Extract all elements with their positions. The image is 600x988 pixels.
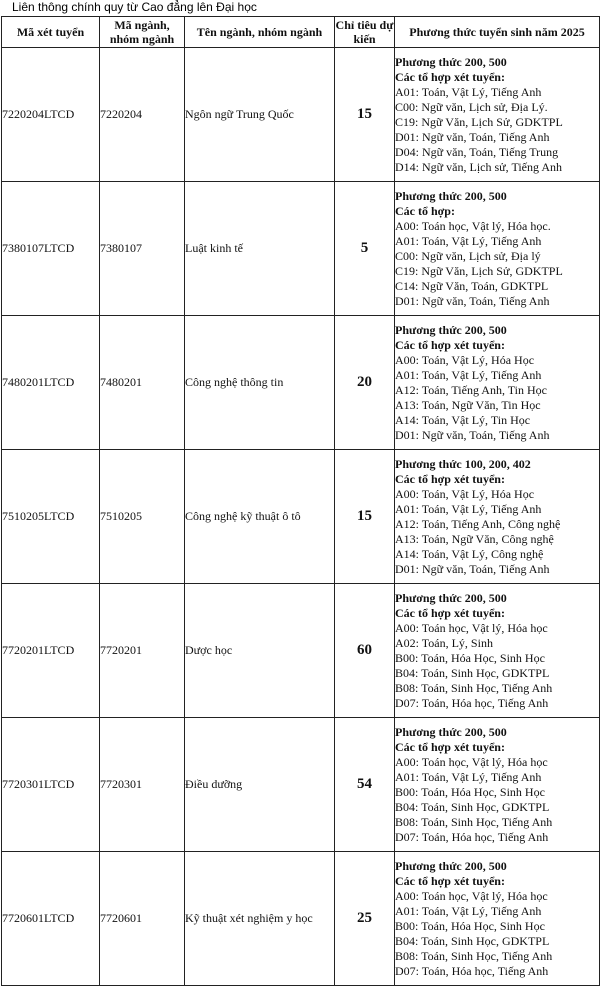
groups-label: Các tổ hợp: <box>395 203 455 218</box>
quota-cell: 25 <box>335 852 395 986</box>
quota-cell: 15 <box>335 48 395 182</box>
method-title: Phương thức 200, 500 <box>395 322 507 337</box>
subject-combination: A00: Toán học, Vật lý, Hóa học <box>395 888 548 903</box>
method-title: Phương thức 100, 200, 402 <box>395 456 531 471</box>
header-admission-code: Mã xét tuyển <box>2 17 100 48</box>
subject-combination: D01: Ngữ văn, Toán, Tiếng Anh <box>395 427 550 442</box>
subject-combination: D14: Ngữ văn, Lịch sử, Tiếng Anh <box>395 159 563 174</box>
method-title: Phương thức 200, 500 <box>395 188 507 203</box>
table-header-row <box>2 17 600 48</box>
subject-combination: B00: Toán, Hóa Học, Sinh Học <box>395 784 545 799</box>
subject-combination: A01: Toán, Vật Lý, Tiếng Anh <box>395 84 542 99</box>
method-title: Phương thức 200, 500 <box>395 858 507 873</box>
subject-combination: C19: Ngữ Văn, Lịch Sử, GDKTPL <box>395 263 563 278</box>
major-name-cell: Kỹ thuật xét nghiệm y học <box>185 852 335 986</box>
admissions-table <box>1 16 600 986</box>
groups-label: Các tổ hợp xét tuyển: <box>395 69 505 84</box>
method-title: Phương thức 200, 500 <box>395 724 507 739</box>
subject-combination: A00: Toán học, Vật lý, Hóa học <box>395 754 548 769</box>
quota-cell: 54 <box>335 718 395 852</box>
admission-code-cell: 7220204LTCD <box>2 48 100 182</box>
subject-combination: B08: Toán, Sinh Học, Tiếng Anh <box>395 814 553 829</box>
subject-combination: A13: Toán, Ngữ Văn, Công nghệ <box>395 531 554 546</box>
subject-combination: D04: Ngữ văn, Toán, Tiếng Trung <box>395 144 559 159</box>
table-row <box>2 182 600 316</box>
subject-combination: D01: Ngữ văn, Toán, Tiếng Anh <box>395 293 550 308</box>
table-body <box>2 48 600 986</box>
header-major-code: Mã ngành, nhóm ngành <box>100 17 185 48</box>
method-cell <box>395 852 600 986</box>
major-name-cell: Ngôn ngữ Trung Quốc <box>185 48 335 182</box>
admission-code-cell: 7480201LTCD <box>2 316 100 450</box>
subject-combination: A01: Toán, Vật Lý, Tiếng Anh <box>395 903 542 918</box>
admission-code-cell: 7720301LTCD <box>2 718 100 852</box>
subject-combination: C19: Ngữ Văn, Lịch Sử, GDKTPL <box>395 114 563 129</box>
major-name-cell: Điều dưỡng <box>185 718 335 852</box>
method-cell <box>395 718 600 852</box>
subject-combination: A12: Toán, Tiếng Anh, Công nghệ <box>395 516 561 531</box>
method-cell <box>395 182 600 316</box>
subject-combination: B00: Toán, Hóa Học, Sinh Học <box>395 918 545 933</box>
major-code-cell: 7380107 <box>100 182 185 316</box>
subject-combination: A12: Toán, Tiếng Anh, Tin Học <box>395 382 547 397</box>
major-code-cell: 7480201 <box>100 316 185 450</box>
table-row <box>2 316 600 450</box>
subject-combination: A00: Toán học, Vật lý, Hóa học. <box>395 218 551 233</box>
major-code-cell: 7720201 <box>100 584 185 718</box>
groups-label: Các tổ hợp xét tuyển: <box>395 873 505 888</box>
subject-combination: A14: Toán, Vật Lý, Tin Học <box>395 412 531 427</box>
subject-combination: A02: Toán, Lý, Sinh <box>395 635 493 650</box>
major-name-cell: Công nghệ thông tin <box>185 316 335 450</box>
header-quota: Chỉ tiêu dự kiến <box>335 18 394 46</box>
subject-combination: D07: Toán, Hóa học, Tiếng Anh <box>395 963 549 978</box>
subject-combination: B04: Toán, Sinh Học, GDKTPL <box>395 933 550 948</box>
groups-label: Các tổ hợp xét tuyển: <box>395 471 505 486</box>
page-title: Liên thông chính quy từ Cao đẳng lên Đại học <box>12 0 257 14</box>
method-cell <box>395 316 600 450</box>
admission-code-cell: 7380107LTCD <box>2 182 100 316</box>
major-code-cell: 7510205 <box>100 450 185 584</box>
subject-combination: A00: Toán, Vật Lý, Hóa Học <box>395 486 535 501</box>
method-title: Phương thức 200, 500 <box>395 590 507 605</box>
header-major-name: Tên ngành, nhóm ngành <box>185 17 335 48</box>
subject-combination: D07: Toán, Hóa học, Tiếng Anh <box>395 695 549 710</box>
major-code-cell: 7720601 <box>100 852 185 986</box>
subject-combination: A01: Toán, Vật Lý, Tiếng Anh <box>395 769 542 784</box>
method-cell <box>395 48 600 182</box>
subject-combination: B04: Toán, Sinh Học, GDKTPL <box>395 799 550 814</box>
major-name-cell: Công nghệ kỹ thuật ô tô <box>185 450 335 584</box>
major-name-cell: Dược học <box>185 584 335 718</box>
subject-combination: A01: Toán, Vật Lý, Tiếng Anh <box>395 233 542 248</box>
subject-combination: B04: Toán, Sinh Học, GDKTPL <box>395 665 550 680</box>
subject-combination: D01: Ngữ văn, Toán, Tiếng Anh <box>395 129 550 144</box>
subject-combination: A00: Toán, Vật Lý, Hóa Học <box>395 352 535 367</box>
quota-cell: 5 <box>335 182 395 316</box>
subject-combination: B08: Toán, Sinh Học, Tiếng Anh <box>395 680 553 695</box>
method-cell <box>395 584 600 718</box>
major-name-cell: Luật kinh tế <box>185 182 335 316</box>
subject-combination: A13: Toán, Ngữ Văn, Tin Học <box>395 397 541 412</box>
admission-code-cell: 7720601LTCD <box>2 852 100 986</box>
method-cell <box>395 450 600 584</box>
admission-code-cell: 7510205LTCD <box>2 450 100 584</box>
method-title: Phương thức 200, 500 <box>395 54 507 69</box>
subject-combination: C14: Ngữ Văn, Toán, GDKTPL <box>395 278 549 293</box>
quota-cell: 60 <box>335 584 395 718</box>
subject-combination: A14: Toán, Vật Lý, Công nghệ <box>395 546 544 561</box>
header-method: Phương thức tuyển sinh năm 2025 <box>395 17 600 48</box>
admission-code-cell: 7720201LTCD <box>2 584 100 718</box>
major-code-cell: 7720301 <box>100 718 185 852</box>
groups-label: Các tổ hợp xét tuyển: <box>395 739 505 754</box>
groups-label: Các tổ hợp xét tuyển: <box>395 605 505 620</box>
quota-cell: 20 <box>335 316 395 450</box>
major-code-cell: 7220204 <box>100 48 185 182</box>
subject-combination: D01: Ngữ văn, Toán, Tiếng Anh <box>395 561 550 576</box>
subject-combination: A01: Toán, Vật Lý, Tiếng Anh <box>395 367 542 382</box>
subject-combination: C00: Ngữ văn, Lịch sử, Địa Lý. <box>395 99 548 114</box>
subject-combination: D07: Toán, Hóa học, Tiếng Anh <box>395 829 549 844</box>
table-row <box>2 450 600 584</box>
subject-combination: A00: Toán học, Vật lý, Hóa học <box>395 620 548 635</box>
quota-cell: 15 <box>335 450 395 584</box>
table-row <box>2 718 600 852</box>
subject-combination: B00: Toán, Hóa Học, Sinh Học <box>395 650 545 665</box>
subject-combination: C00: Ngữ văn, Lịch sử, Địa lý <box>395 248 541 263</box>
table-row <box>2 48 600 182</box>
subject-combination: A01: Toán, Vật Lý, Tiếng Anh <box>395 501 542 516</box>
table-row <box>2 852 600 986</box>
subject-combination: B08: Toán, Sinh Học, Tiếng Anh <box>395 948 553 963</box>
groups-label: Các tổ hợp xét tuyển: <box>395 337 505 352</box>
table-row <box>2 584 600 718</box>
